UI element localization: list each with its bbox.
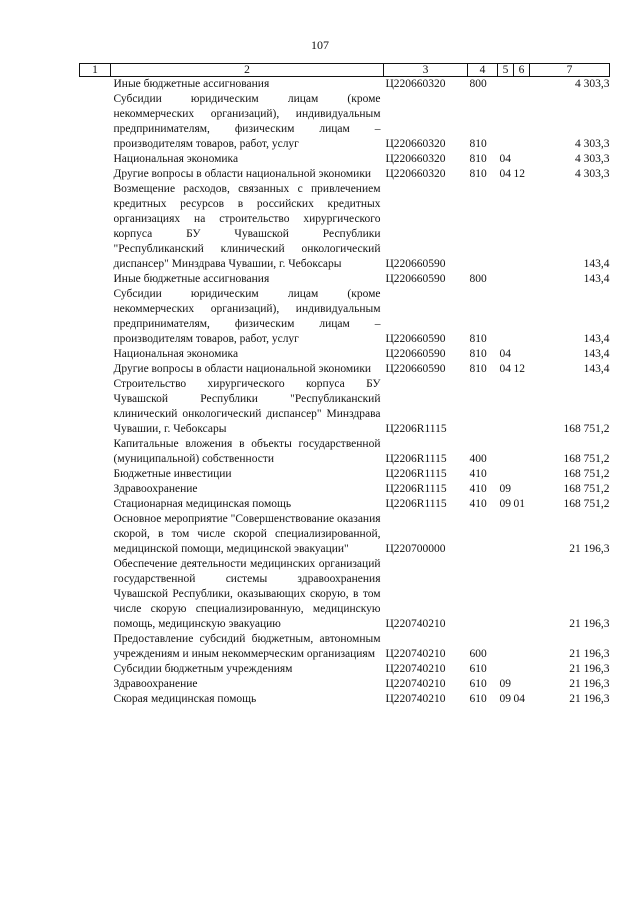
- row-subsection-cell: [514, 677, 530, 692]
- row-subsection-cell: 01: [513, 498, 525, 510]
- row-expense-type-cell: 610: [469, 678, 487, 690]
- table-row: [80, 182, 610, 272]
- column-header-2: 2: [111, 64, 384, 77]
- table-row: [80, 662, 610, 677]
- row-expense-type-cell: 810: [469, 363, 487, 375]
- row-name-cell: Субсидии бюджетным учреждениям: [113, 663, 293, 675]
- row-target-article-cell: Ц220740210: [385, 663, 446, 675]
- row-name-cell: Предоставление субсидий бюджетным, автономным учреждениям и иным некоммерческим организациям: [113, 633, 381, 660]
- row-section-cell: 04: [499, 168, 511, 180]
- row-number-cell: [80, 77, 111, 93]
- row-target-article-cell: Ц220660320: [385, 168, 446, 180]
- row-target-article-cell: Ц2206R1115: [385, 483, 447, 495]
- row-amount-cell: 168 751,2: [563, 498, 610, 510]
- row-number-cell: [80, 362, 111, 377]
- row-section-cell: 09: [499, 693, 511, 705]
- row-number-cell: [80, 167, 111, 182]
- row-target-article-cell: Ц220660320: [385, 78, 446, 90]
- row-section-cell: 04: [499, 363, 511, 375]
- row-target-article-cell: Ц2206R1115: [385, 453, 447, 465]
- row-expense-type-cell: 800: [469, 78, 487, 90]
- row-amount-cell: 143,4: [583, 333, 610, 345]
- row-number-cell: [80, 437, 111, 467]
- row-number-cell: [80, 557, 111, 632]
- row-section-cell: [498, 557, 514, 632]
- row-amount-cell: 168 751,2: [563, 453, 610, 465]
- row-number-cell: [80, 287, 111, 347]
- row-amount-cell: 4 303,3: [575, 138, 610, 150]
- row-expense-type-cell: 600: [469, 648, 487, 660]
- table-row: [80, 152, 610, 167]
- row-amount-cell: 4 303,3: [575, 153, 610, 165]
- row-target-article-cell: Ц2206R1115: [385, 468, 447, 480]
- row-subsection-cell: 12: [513, 168, 525, 180]
- row-amount-cell: 21 196,3: [569, 648, 610, 660]
- row-number-cell: [80, 347, 111, 362]
- column-header-7: 7: [530, 64, 610, 77]
- row-number-cell: [80, 92, 111, 152]
- row-section-cell: 09: [499, 678, 511, 690]
- row-subsection-cell: [514, 557, 530, 632]
- row-name-cell: Другие вопросы в области национальной экономики: [113, 363, 372, 375]
- row-name-cell: Возмещение расходов, связанных с привлечением кредитных ресурсов в российских кредитных организациях на строительство хирургического корпуса БУ Чувашской Республики "Республиканский клинический онкологический диспансер" Минздрава Чувашии, г. Чебоксары: [113, 183, 381, 270]
- row-section-cell: [498, 467, 514, 482]
- row-name-cell: Национальная экономика: [113, 153, 239, 165]
- row-name-cell: Субсидии юридическим лицам (кроме некоммерческих организаций), индивидуальным предпринимателям, физическим лицам – производителям товаров, работ, услуг: [113, 288, 381, 345]
- row-section-cell: 09: [499, 498, 511, 510]
- table-row: [80, 92, 610, 152]
- row-expense-type-cell: 410: [469, 468, 487, 480]
- row-subsection-cell: [514, 92, 530, 152]
- row-expense-type-cell: 810: [469, 333, 487, 345]
- row-target-article-cell: Ц220660320: [385, 138, 446, 150]
- row-name-cell: Иные бюджетные ассигнования: [113, 78, 270, 90]
- row-expense-type-cell: 810: [469, 138, 487, 150]
- row-section-cell: 04: [499, 348, 511, 360]
- table-row: [80, 632, 610, 662]
- row-number-cell: [80, 662, 111, 677]
- row-subsection-cell: 12: [513, 363, 525, 375]
- row-expense-type-cell: 810: [469, 168, 487, 180]
- row-name-cell: Строительство хирургического корпуса БУ Чувашской Республики "Республиканский клинический онкологический диспансер" Минздрава Чувашии, г. Чебоксары: [113, 378, 381, 435]
- page-number: 107: [311, 38, 329, 52]
- row-amount-cell: 21 196,3: [569, 663, 610, 675]
- row-name-cell: Здравоохранение: [113, 483, 198, 495]
- row-subsection-cell: [514, 482, 530, 497]
- table-row: [80, 347, 610, 362]
- table-row: [80, 287, 610, 347]
- row-target-article-cell: Ц220740210: [385, 693, 446, 705]
- row-subsection-cell: [514, 347, 530, 362]
- row-target-article-cell: Ц220660590: [385, 258, 446, 270]
- row-target-article-cell: Ц2206R1115: [385, 423, 447, 435]
- row-expense-type-cell: [468, 377, 498, 437]
- row-name-cell: Национальная экономика: [113, 348, 239, 360]
- row-name-cell: Обеспечение деятельности медицинских организаций государственной системы здравоохранения Чувашской Республики, оказывающих скорую, в том числе скорую специализированную, медицинскую помощь, медицинскую эвакуацию: [113, 558, 381, 630]
- row-number-cell: [80, 677, 111, 692]
- row-amount-cell: 143,4: [583, 363, 610, 375]
- row-section-cell: [498, 512, 514, 557]
- row-target-article-cell: Ц2206R1115: [385, 498, 447, 510]
- row-subsection-cell: [514, 467, 530, 482]
- row-name-cell: Здравоохранение: [113, 678, 198, 690]
- row-amount-cell: 21 196,3: [569, 678, 610, 690]
- row-name-cell: Иные бюджетные ассигнования: [113, 273, 270, 285]
- row-section-cell: 04: [499, 153, 511, 165]
- column-header-5: 5: [498, 64, 514, 77]
- row-expense-type-cell: 810: [469, 348, 487, 360]
- row-amount-cell: 168 751,2: [563, 423, 610, 435]
- row-number-cell: [80, 182, 111, 272]
- table-row: [80, 77, 610, 93]
- table-row: [80, 497, 610, 512]
- table-body: [80, 77, 610, 708]
- row-name-cell: Скорая медицинская помощь: [113, 693, 257, 705]
- row-section-cell: [498, 437, 514, 467]
- row-number-cell: [80, 497, 111, 512]
- row-section-cell: [498, 92, 514, 152]
- row-amount-cell: 168 751,2: [563, 483, 610, 495]
- table-row: [80, 512, 610, 557]
- row-name-cell: Бюджетные инвестиции: [113, 468, 232, 480]
- table-row: [80, 467, 610, 482]
- table-row: [80, 677, 610, 692]
- row-name-cell: Другие вопросы в области национальной экономики: [113, 168, 372, 180]
- row-number-cell: [80, 152, 111, 167]
- row-number-cell: [80, 377, 111, 437]
- row-amount-cell: 4 303,3: [575, 78, 610, 90]
- row-subsection-cell: 04: [513, 693, 525, 705]
- column-header-4: 4: [468, 64, 498, 77]
- row-amount-cell: 21 196,3: [569, 543, 610, 555]
- row-subsection-cell: [514, 287, 530, 347]
- row-amount-cell: 143,4: [583, 348, 610, 360]
- row-name-cell: Стационарная медицинская помощь: [113, 498, 292, 510]
- row-subsection-cell: [514, 437, 530, 467]
- row-expense-type-cell: [468, 182, 498, 272]
- header-row: [80, 64, 610, 77]
- row-section-cell: [498, 632, 514, 662]
- row-target-article-cell: Ц220740210: [385, 618, 446, 630]
- table-row: [80, 437, 610, 467]
- budget-table: [79, 63, 610, 707]
- row-subsection-cell: [514, 77, 530, 93]
- row-number-cell: [80, 482, 111, 497]
- row-expense-type-cell: 410: [469, 498, 487, 510]
- table-row: [80, 377, 610, 437]
- row-target-article-cell: Ц220660590: [385, 273, 446, 285]
- row-expense-type-cell: 800: [469, 273, 487, 285]
- row-expense-type-cell: 610: [469, 693, 487, 705]
- row-number-cell: [80, 692, 111, 707]
- table-row: [80, 692, 610, 707]
- row-expense-type-cell: [468, 512, 498, 557]
- row-amount-cell: 21 196,3: [569, 618, 610, 630]
- row-section-cell: [498, 182, 514, 272]
- column-header-3: 3: [384, 64, 468, 77]
- row-subsection-cell: [514, 512, 530, 557]
- table-row: [80, 362, 610, 377]
- row-expense-type-cell: [468, 557, 498, 632]
- row-expense-type-cell: 610: [469, 663, 487, 675]
- row-subsection-cell: [514, 152, 530, 167]
- row-subsection-cell: [514, 377, 530, 437]
- row-number-cell: [80, 272, 111, 287]
- row-section-cell: [498, 272, 514, 287]
- row-subsection-cell: [514, 182, 530, 272]
- row-target-article-cell: Ц220740210: [385, 678, 446, 690]
- row-number-cell: [80, 467, 111, 482]
- table-row: [80, 272, 610, 287]
- row-section-cell: [498, 287, 514, 347]
- row-target-article-cell: Ц220700000: [385, 543, 446, 555]
- row-subsection-cell: [514, 632, 530, 662]
- row-target-article-cell: Ц220740210: [385, 648, 446, 660]
- row-number-cell: [80, 512, 111, 557]
- row-expense-type-cell: 400: [469, 453, 487, 465]
- row-section-cell: [498, 77, 514, 93]
- row-number-cell: [80, 632, 111, 662]
- table-row: [80, 557, 610, 632]
- row-amount-cell: 168 751,2: [563, 468, 610, 480]
- row-subsection-cell: [514, 662, 530, 677]
- row-expense-type-cell: 410: [469, 483, 487, 495]
- table-row: [80, 167, 610, 182]
- row-target-article-cell: Ц220660590: [385, 333, 446, 345]
- row-amount-cell: 143,4: [583, 258, 610, 270]
- row-section-cell: 09: [499, 483, 511, 495]
- row-section-cell: [498, 662, 514, 677]
- row-name-cell: Основное мероприятие "Совершенствование оказания скорой, в том числе скорой специализированной, медицинской помощи, медицинской эвакуации": [113, 513, 381, 555]
- table-row: [80, 482, 610, 497]
- row-section-cell: [498, 377, 514, 437]
- row-target-article-cell: Ц220660320: [385, 153, 446, 165]
- row-expense-type-cell: 810: [469, 153, 487, 165]
- row-amount-cell: 4 303,3: [575, 168, 610, 180]
- row-subsection-cell: [514, 272, 530, 287]
- row-amount-cell: 143,4: [583, 273, 610, 285]
- column-header-6: 6: [514, 64, 530, 77]
- row-name-cell: Капитальные вложения в объекты государственной (муниципальной) собственности: [113, 438, 381, 465]
- row-amount-cell: 21 196,3: [569, 693, 610, 705]
- row-target-article-cell: Ц220660590: [385, 363, 446, 375]
- row-target-article-cell: Ц220660590: [385, 348, 446, 360]
- row-name-cell: Субсидии юридическим лицам (кроме некоммерческих организаций), индивидуальным предпринимателям, физическим лицам – производителям товаров, работ, услуг: [113, 93, 381, 150]
- column-header-1: 1: [80, 64, 111, 77]
